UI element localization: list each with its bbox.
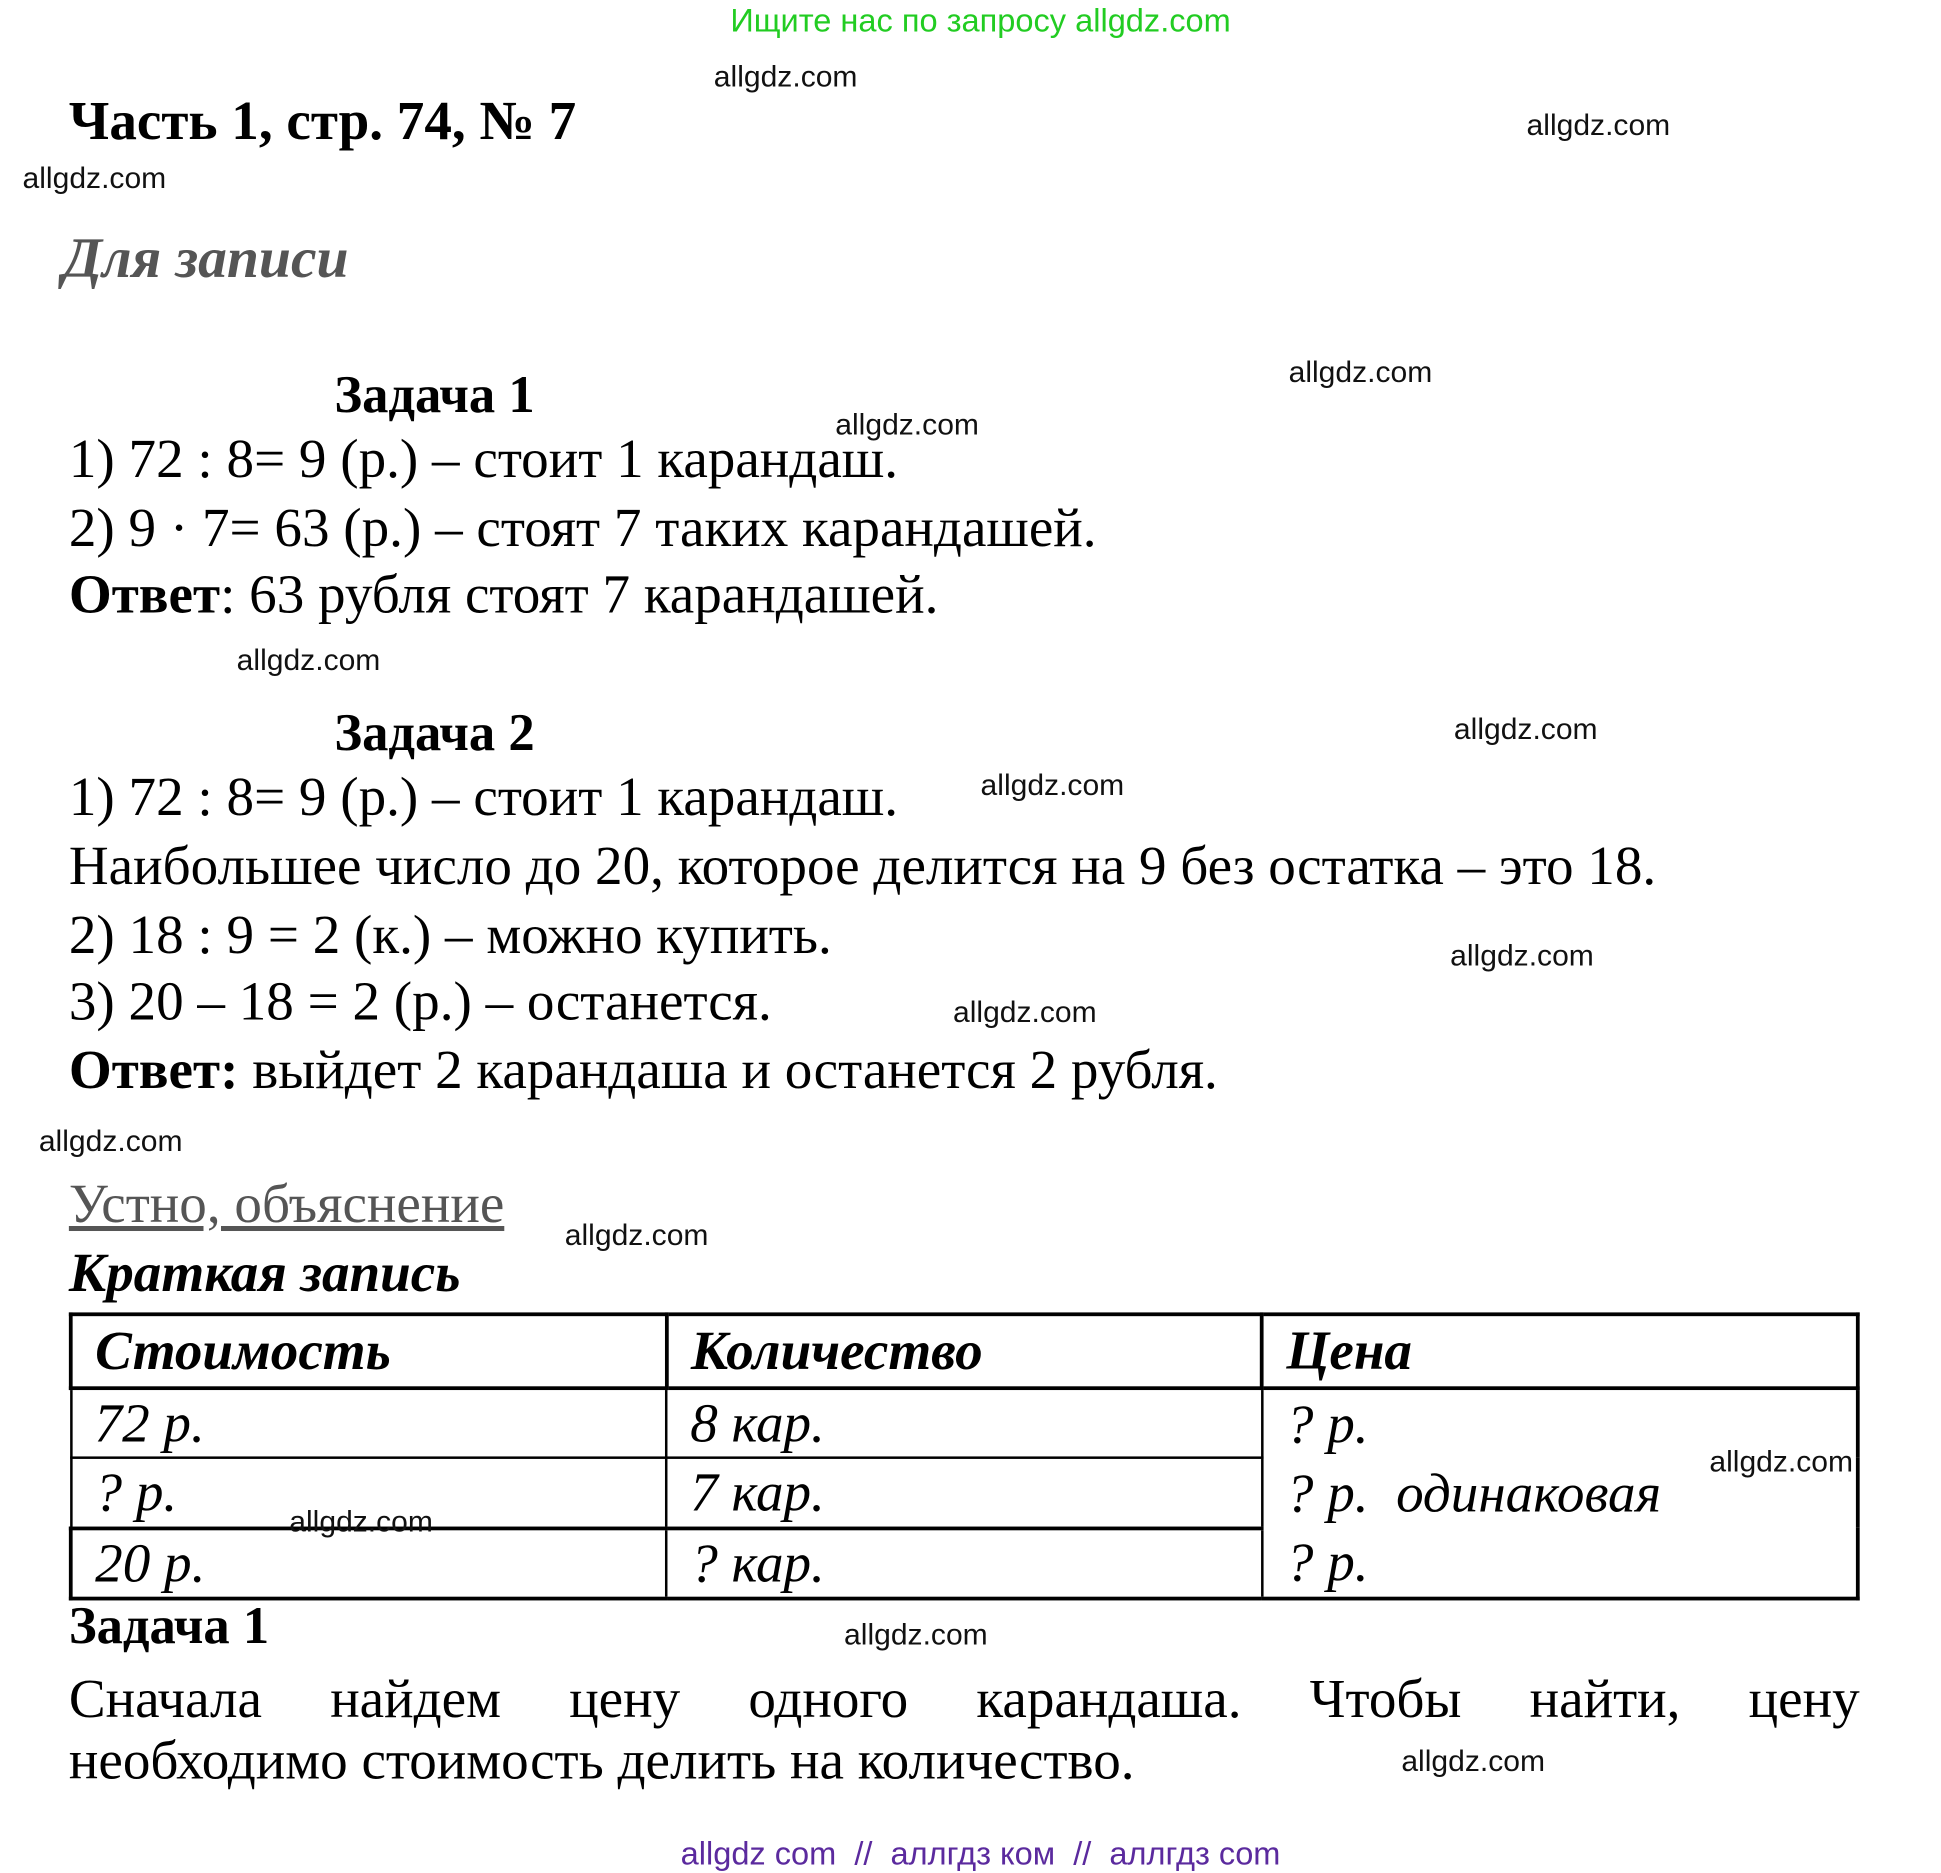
watermark: allgdz.com xyxy=(953,995,1097,1030)
watermark: allgdz.com xyxy=(835,408,979,443)
task2-answer xyxy=(69,1039,1218,1102)
watermark: allgdz.com xyxy=(38,1124,183,1159)
task2-line-2: Наибольшее число до 20, которое делится на 9 без остатка – это 18. xyxy=(68,835,1657,897)
task1-line-1: 1) 72 : 8= 9 (р.) – стоит 1 карандаш. xyxy=(68,428,898,490)
cell-quantity: 7 кар. xyxy=(666,1458,1262,1528)
cell-quantity: 8 кар. xyxy=(666,1388,1262,1458)
watermark: allgdz.com xyxy=(1526,108,1671,143)
cell-cost: 20 р. xyxy=(71,1528,667,1599)
watermark: allgdz.com xyxy=(22,161,167,196)
short-record-table xyxy=(69,1312,1860,1600)
task1-line-2: 2) 9 · 7= 63 (р.) – стоят 7 таких карандашей. xyxy=(68,497,1097,559)
watermark: allgdz.com xyxy=(236,643,381,678)
task2-line-3: 2) 18 : 9 = 2 (к.) – можно купить. xyxy=(68,904,832,966)
section-record-heading: Для записи xyxy=(62,225,349,290)
watermark: allgdz.com xyxy=(713,60,858,94)
answer-label: Ответ xyxy=(68,563,221,625)
task2-line-4: 3) 20 – 18 = 2 (р.) – останется. xyxy=(68,970,772,1032)
explanation-line-1: Сначала найдем цену одного карандаша. Чтобы найти, цену xyxy=(68,1668,1860,1730)
cell-quantity: ? кар. xyxy=(666,1528,1262,1599)
cell-cost: 72 р. xyxy=(71,1388,667,1458)
watermark: allgdz.com xyxy=(1450,939,1594,974)
watermark: allgdz.com xyxy=(289,1505,433,1540)
price-line: ? р. xyxy=(1285,1393,1369,1456)
price-line: ? р. xyxy=(1285,1531,1369,1593)
page-title: Часть 1, стр. 74, № 7 xyxy=(68,90,577,152)
explanation-line-2: необходимо стоимость делить на количество. xyxy=(68,1729,1135,1791)
answer-text: : 63 рубля стоят 7 карандашей. xyxy=(220,563,939,625)
table-header-row xyxy=(71,1314,1858,1388)
task1-heading: Задача 1 xyxy=(334,366,535,425)
header-cost: Стоимость xyxy=(71,1314,667,1388)
explanation-heading: Задача 1 xyxy=(68,1597,270,1656)
price-line: ? р. одинаковая xyxy=(1285,1462,1662,1525)
cell-cost: ? р. xyxy=(71,1458,667,1528)
table-row xyxy=(71,1388,1858,1458)
promo-banner-bottom[interactable]: allgdz com // аллгдз ком // аллгдз com xyxy=(680,1834,1281,1873)
oral-explanation-link[interactable]: Устно, объяснение xyxy=(68,1173,505,1235)
header-quantity: Количество xyxy=(666,1314,1262,1388)
watermark: allgdz.com xyxy=(980,768,1125,803)
answer-label: Ответ: xyxy=(68,1039,239,1101)
promo-banner-top[interactable]: Ищите нас по запросу allgdz.com xyxy=(730,1,1231,39)
cell-price-merged xyxy=(1262,1388,1858,1598)
watermark: allgdz.com xyxy=(1709,1445,1854,1479)
answer-text: выйдет 2 карандаша и останется 2 рубля. xyxy=(238,1039,1218,1101)
task1-answer xyxy=(69,564,938,627)
watermark: allgdz.com xyxy=(1453,712,1598,747)
watermark: allgdz.com xyxy=(844,1617,988,1652)
task2-line-1: 1) 72 : 8= 9 (р.) – стоит 1 карандаш. xyxy=(68,766,898,828)
watermark: allgdz.com xyxy=(1288,355,1433,390)
header-price: Цена xyxy=(1262,1314,1858,1388)
task2-heading: Задача 2 xyxy=(334,705,535,763)
short-record-heading: Краткая запись xyxy=(68,1242,461,1304)
watermark: allgdz.com xyxy=(1401,1744,1545,1779)
watermark: allgdz.com xyxy=(564,1218,709,1253)
